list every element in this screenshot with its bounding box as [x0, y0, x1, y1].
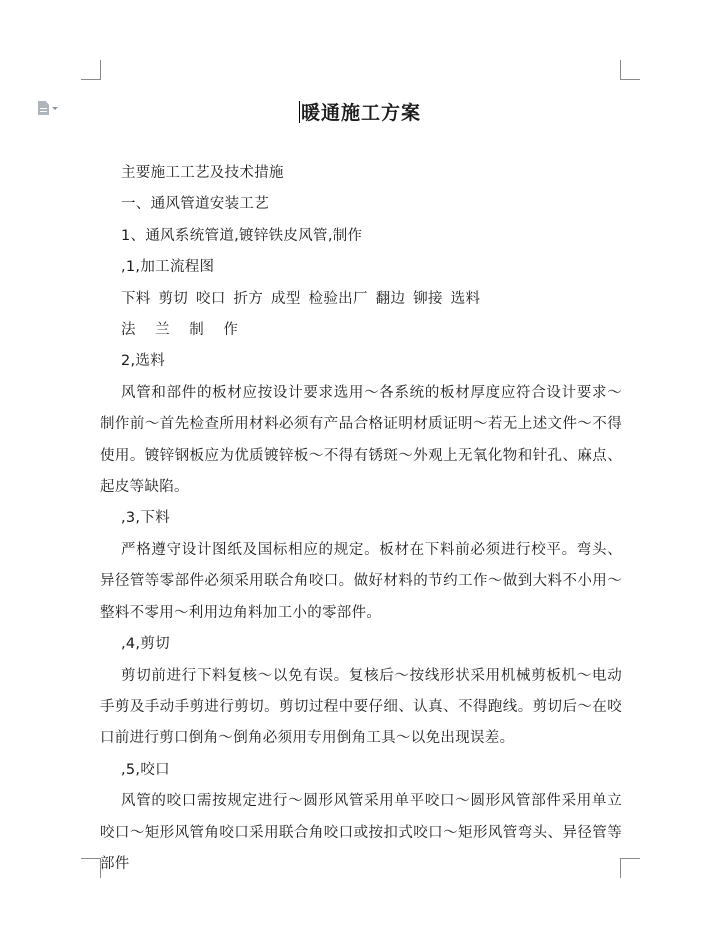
paragraph: ,5,咬口: [121, 761, 170, 778]
paragraph: 风管的咬口需按规定进行～圆形风管采用单平咬口～圆形风管部件采用单立咬口～矩形风管角咬口采用联合角咬口或按扣式咬口～矩形风管弯头、异径管等部件: [100, 793, 622, 872]
crop-mark-top-left: [81, 60, 101, 80]
document-body: [100, 158, 622, 880]
paragraph: 2,选料: [121, 353, 166, 370]
paragraph: 主要施工工艺及技术措施: [121, 165, 284, 181]
paragraph: 法 兰 制 作: [121, 322, 244, 339]
text-cursor: [299, 101, 300, 123]
paragraph: 剪切前进行下料复核～以免有误。复核后～按线形状采用机械剪板机～电动手剪及手动手剪进行剪切。剪切过程中要仔细、认真、不得跑线。剪切后～在咬口前进行剪口倒角～倒角必须用专用倒角工具～以免出现误差。: [100, 667, 622, 747]
crop-mark-bottom-left: [81, 858, 101, 878]
paragraph: 一、通风管道安装工艺: [121, 196, 269, 213]
paragraph: 风管和部件的板材应按设计要求选用～各系统的板材厚度应符合设计要求～制作前～首先检查所用材料必须有产品合格证明材质证明～若无上述文件～不得使用。镀锌钢板应为优质镀锌板～不得有锈斑～外观上无氧化物和针孔、麻点、起皮等缺陷。: [100, 384, 622, 496]
paragraph: 严格遵守设计图纸及国标相应的规定。板材在下料前必须进行校平。弯头、异径管等零部件必须采用联合角咬口。做好材料的节约工作～做到大料不小用～整料不零用～利用边角料加工小的零部件。: [100, 541, 622, 621]
crop-mark-top-right: [620, 60, 640, 80]
paragraph: 1、通风系统管道,镀锌铁皮风管,制作: [121, 227, 363, 244]
crop-mark-bottom-right: [620, 858, 640, 878]
paragraph: 下料 剪切 咬口 折方 成型 检验出厂 翻边 铆接 选料: [121, 290, 481, 307]
paragraph: ,4,剪切: [121, 636, 170, 653]
paragraph: ,1,加工流程图: [121, 259, 215, 276]
paragraph: ,3,下料: [121, 510, 170, 527]
document-title-text: 暖通施工方案: [300, 102, 421, 124]
document-title: [0, 98, 720, 125]
